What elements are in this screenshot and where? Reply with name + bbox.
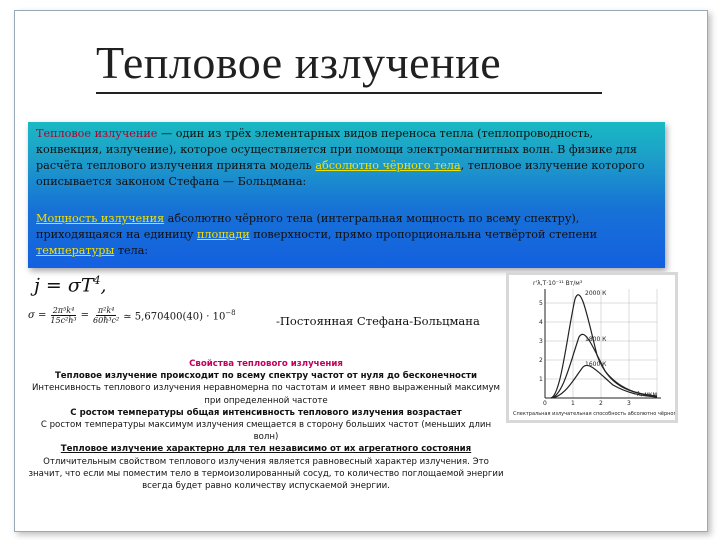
link-black-body[interactable]: абсолютно чёрного тела xyxy=(315,159,461,172)
link-temperature[interactable]: температуры xyxy=(36,244,115,257)
x-unit: λ, мкм xyxy=(637,391,658,398)
stefan-constant-label: -Постоянная Стефана-Больцмана xyxy=(276,314,480,328)
property-line-1: Тепловое излучение происходит по всему спектру частот от нуля до бесконечности xyxy=(54,371,478,382)
definition-text-1: — один из трёх элементарных видов переноса тепла (теплопроводность, конвекция, излучение), которое осуществляется при помощи электромагнитных волн. В физике для расчёта теплового излучения принята модель xyxy=(36,127,637,172)
sigma-formula: σ = $\frac{\text{2π⁵k⁴}}{\text{15c²h³}}$ = $\frac{\text{π²k⁴}}{\text{60ħ³c²}}$ ≃ $5,670400(40) \cdot 10^{-8}$ xyxy=(28,306,236,325)
y-tick-4: 4 xyxy=(539,319,543,326)
slide-title: Тепловое излучение xyxy=(96,37,502,88)
power-text-1: абсолютно чёрного тела (интегральная мощность по всему спектру), приходящаяся на единицу xyxy=(36,212,580,241)
definition-paragraph xyxy=(36,126,662,190)
properties-block xyxy=(28,358,504,492)
graph-caption: Спектральная излучательная способность абсолютно чёрного тела xyxy=(513,411,675,417)
blackbody-spectrum-graph xyxy=(506,272,678,423)
property-line-3: С ростом температуры общая интенсивность теплового излучения возрастает xyxy=(70,407,462,418)
property-line-5: Тепловое излучение характерно для тел независимо от их агрегатного состояния xyxy=(60,444,472,455)
curve-label-1800k: 1800 К xyxy=(585,336,607,343)
graph-y-title: r'λ,Т·10⁻¹¹ Вт/м³ xyxy=(533,280,583,287)
y-tick-5: 5 xyxy=(539,300,543,307)
x-tick-0: 0 xyxy=(543,400,547,407)
curve-label-1600k: 1600 К xyxy=(585,361,607,368)
graph-grid xyxy=(545,289,657,398)
curve-label-2000k: 2000 К xyxy=(585,290,607,297)
power-paragraph xyxy=(36,211,662,259)
power-text-3: тела: xyxy=(114,244,149,257)
sigma-exponent: −8 xyxy=(225,308,236,317)
title-underline xyxy=(96,92,602,94)
y-tick-3: 3 xyxy=(539,338,543,345)
x-tick-1: 1 xyxy=(571,400,575,407)
definition-text-2: , тепловое излучение которого описывается законом Стефана — Больцмана: xyxy=(36,159,645,188)
sigma-value: ≃ 5,670400(40) · 10 xyxy=(123,311,226,323)
y-tick-2: 2 xyxy=(539,357,543,364)
stefan-boltzmann-formula: $j = \sigma T^4$, xyxy=(34,274,107,297)
spectrum-svg xyxy=(509,275,675,420)
properties-heading: Свойства теплового излучения xyxy=(189,359,343,369)
y-tick-1: 1 xyxy=(539,376,543,383)
power-text-2: поверхности, прямо пропорциональна четвёртой степени xyxy=(249,228,598,241)
term-thermal-radiation: Тепловое излучение xyxy=(36,127,158,140)
link-radiation-power[interactable]: Мощность излучения xyxy=(36,212,165,225)
curve-2000k xyxy=(551,295,657,398)
property-line-6: Отличительным свойством теплового излучения является равновесный характер излучения. Это значит, что если мы поместим тело в термоизолированный сосуд, то количество поглощаемой энергии всегда будет равно количеству испускаемой энергии. xyxy=(28,456,504,492)
x-tick-2: 2 xyxy=(599,400,603,407)
x-tick-3: 3 xyxy=(627,400,631,407)
link-area[interactable]: площади xyxy=(196,228,250,241)
property-line-4: С ростом температуры максимум излучения смещается в сторону больших частот (меньших длин волн) xyxy=(40,420,492,443)
property-line-2: Интенсивность теплового излучения неравномерна по частотам и имеет явно выраженный максимум при определенной частоте xyxy=(31,383,501,406)
